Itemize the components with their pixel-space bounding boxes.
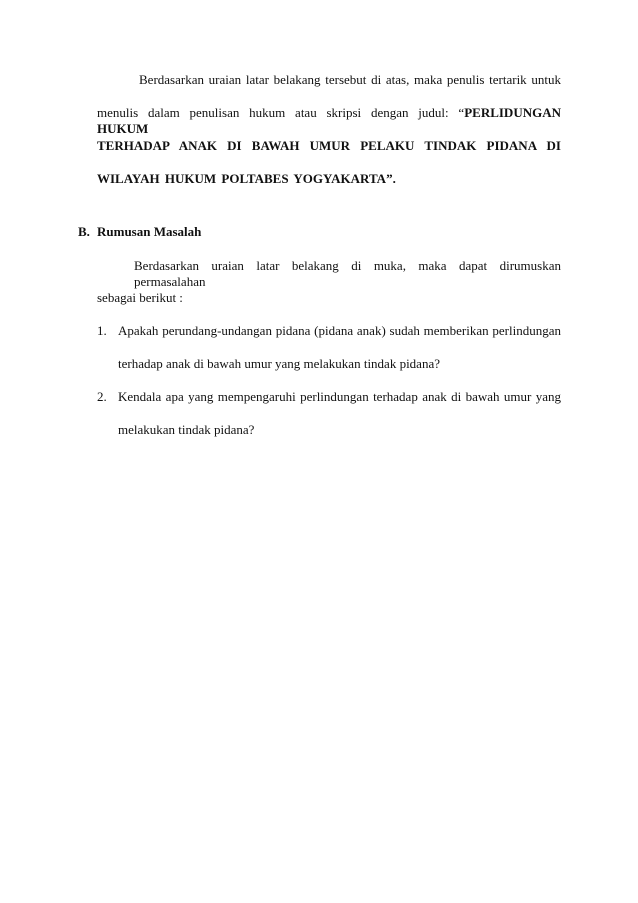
list-item-2-line-1: Kendala apa yang mempengaruhi perlindungan terhadap anak di bawah umur yang bbox=[118, 389, 561, 404]
list-item-1-line-1: Apakah perundang-undangan pidana (pidana anak) sudah memberikan perlindungan bbox=[118, 323, 561, 338]
thesis-title-start: PERLIDUNGAN HUKUM bbox=[97, 105, 561, 136]
section-b-title: Rumusan Masalah bbox=[97, 224, 202, 239]
list-item-1-line-2: terhadap anak di bawah umur yang melakukan tindak pidana? bbox=[118, 356, 440, 371]
paragraph-1-line-2-text: menulis dalam penulisan hukum atau skripsi dengan judul: “ bbox=[97, 105, 465, 120]
paragraph-1-line-2 bbox=[97, 105, 561, 137]
thesis-title-line-3: WILAYAH HUKUM POLTABES YOGYAKARTA”. bbox=[97, 171, 396, 186]
thesis-title-line-2: TERHADAP ANAK DI BAWAH UMUR PELAKU TINDAK PIDANA DI bbox=[97, 138, 561, 153]
list-item-2-line-2: melakukan tindak pidana? bbox=[118, 422, 255, 437]
section-b-intro-line-2: sebagai berikut : bbox=[97, 290, 183, 305]
section-b-label: B. bbox=[78, 224, 90, 239]
list-item-1-number: 1. bbox=[97, 323, 107, 338]
paragraph-1-line-1: Berdasarkan uraian latar belakang tersebut di atas, maka penulis tertarik untuk bbox=[139, 72, 561, 87]
section-b-intro-line-1: Berdasarkan uraian latar belakang di muka, maka dapat dirumuskan permasalahan bbox=[134, 258, 561, 289]
list-item-2-number: 2. bbox=[97, 389, 107, 404]
